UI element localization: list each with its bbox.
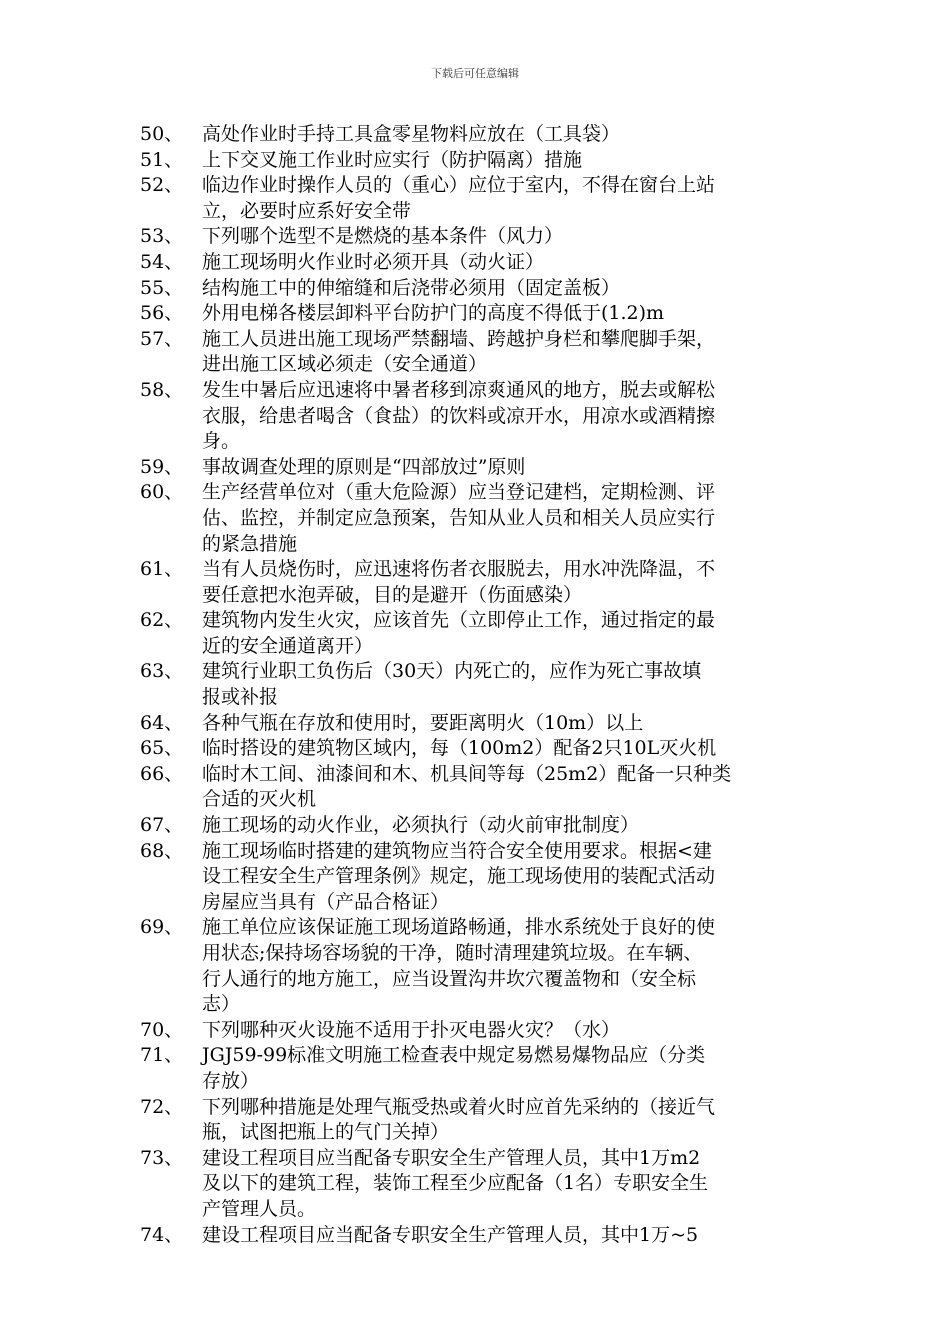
item-text-line: 的紧急措施 [202,532,298,555]
item-text-line: 事故调查处理的原则是“四部放过”原则 [202,455,526,478]
item-number: 71、 [140,1044,184,1067]
list-item [140,557,812,608]
list-item [140,1146,812,1223]
item-text-line: 建筑物内发生火灾，应该首先（立即停止工作，通过指定的最 [202,609,716,632]
list-item [140,301,812,327]
item-text-line: 及以下的建筑工程，装饰工程至少应配备（1名）专职安全生 [202,1172,709,1195]
item-text [202,327,812,378]
item-text-line: 外用电梯各楼层卸料平台防护门的高度不得低于(1.2)m [202,302,665,325]
item-number: 72、 [140,1095,184,1118]
item-number: 61、 [140,558,184,581]
item-text-line: 生产经营单位对（重大危险源）应当登记建档，定期检测、评 [202,481,716,504]
list-item [140,1223,812,1249]
item-text [202,122,812,148]
list-item [140,250,812,276]
item-text [202,659,812,710]
list-item [140,173,812,224]
item-text-line: 各种气瓶在存放和使用时，要距离明火（10m）以上 [202,711,644,734]
item-text-line: 建设工程项目应当配备专职安全生产管理人员，其中1万m2 [202,1146,701,1169]
item-text [202,173,812,224]
item-number: 57、 [140,327,184,350]
list-item [140,378,812,455]
list-item [140,813,812,839]
item-text [202,736,812,762]
item-text-line: 施工现场明火作业时必须开具（动火证） [202,250,545,273]
item-text [202,1146,812,1223]
item-text-line: 建筑行业职工负伤后（30天）内死亡的，应作为死亡事故填 [202,660,702,683]
item-text-line: 立，必要时应系好安全带 [202,199,412,222]
item-text [202,762,812,813]
item-number: 66、 [140,762,184,785]
item-text-line: 施工现场的动火作业，必须执行（动火前审批制度） [202,814,640,837]
item-number: 68、 [140,839,184,862]
item-text [202,915,812,1017]
item-text [202,480,812,557]
item-text-line: 临边作业时操作人员的（重心）应位于室内，不得在窗台上站 [202,174,716,197]
item-text-line: 瓶，试图把瓶上的气门关掉） [202,1121,450,1144]
list-item [140,915,812,1017]
item-text [202,557,812,608]
item-text-line: 近的安全通道离开） [202,634,374,657]
item-number: 52、 [140,174,184,197]
item-text-line: 要任意把水泡弄破，目的是避开（伤面感染） [202,583,583,606]
item-text-line: 用状态;保持场容场貌的干净，随时清理建筑垃圾。在车辆、 [202,942,703,964]
item-number: 70、 [140,1018,184,1041]
item-text [202,148,812,174]
list-item [140,608,812,659]
item-number: 60、 [140,481,184,504]
item-text [202,378,812,455]
item-text-line: 房屋应当具有（产品合格证） [202,890,450,913]
list-item [140,839,812,916]
list-item [140,276,812,302]
item-text-line: 当有人员烧伤时，应迅速将伤者衣服脱去，用水冲洗降温，不 [202,558,716,581]
item-text-line: 衣服，给患者喝含（食盐）的饮料或凉开水，用凉水或酒精擦 [202,404,716,427]
item-text-line: 施工人员进出施工现场严禁翻墙、跨越护身栏和攀爬脚手架， [202,327,716,350]
item-text-line: 进出施工区域必须走（安全通道） [202,353,488,376]
item-number: 58、 [140,378,184,401]
item-text-line: 估、监控，并制定应急预案，告知从业人员和相关人员应实行 [202,506,716,529]
item-text [202,839,812,916]
item-text-line: 存放） [202,1069,260,1092]
item-text-line: 设工程安全生产管理条例》规定，施工现场使用的装配式活动 [202,865,716,888]
item-text-line: 下列哪个选型不是燃烧的基本条件（风力） [202,225,564,248]
item-number: 50、 [140,123,184,145]
question-list [140,122,812,1248]
item-text-line: 结构施工中的伸缩缝和后浇带必须用（固定盖板） [202,276,621,299]
item-text-line: 发生中暑后应迅速将中暑者移到凉爽通风的地方，脱去或解松 [202,378,716,401]
list-item [140,1095,812,1146]
item-text-line: 建设工程项目应当配备专职安全生产管理人员，其中1万~5 [202,1223,699,1246]
item-number: 74、 [140,1223,184,1246]
list-item [140,1043,812,1094]
item-text-line: 下列哪种措施是处理气瓶受热或着火时应首先采纳的（接近气 [202,1095,716,1118]
item-text-line: 下列哪种灭火设施不适用于扑灭电器火灾？（水） [202,1018,621,1041]
item-text [202,455,812,481]
list-item [140,224,812,250]
item-text [202,276,812,302]
item-text-line: 行人通行的地方施工，应当设置沟井坎穴覆盖物和（安全标 [202,967,697,990]
item-text-line: JGJ59-99标准文明施工检查表中规定易燃易爆物品应（分类 [202,1044,706,1067]
item-text-line: 身。 [202,430,241,453]
item-number: 56、 [140,302,184,325]
item-text [202,711,812,737]
page-header: 下载后可任意编辑 [431,67,519,80]
list-item [140,659,812,710]
item-text-line: 产管理人员。 [202,1197,317,1220]
item-number: 65、 [140,737,184,760]
item-text-line: 临时搭设的建筑物区域内，每（100m2）配备2只10L灭火机 [202,737,717,760]
item-text [202,1018,812,1044]
item-number: 53、 [140,225,184,248]
list-item [140,711,812,737]
item-number: 55、 [140,276,184,299]
item-number: 73、 [140,1146,184,1169]
item-text [202,1043,812,1094]
list-item [140,148,812,174]
item-number: 64、 [140,711,184,734]
item-text-line: 上下交叉施工作业时应实行（防护隔离）措施 [202,148,583,171]
list-item [140,327,812,378]
item-text-line: 高处作业时手持工具盒零星物料应放在（工具袋） [202,123,621,145]
item-text-line: 志） [202,993,241,1016]
list-item [140,480,812,557]
item-text-line: 施工现场临时搭建的建筑物应当符合安全使用要求。根据<建 [202,839,712,862]
list-item [140,762,812,813]
item-text-line: 临时木工间、油漆间和木、机具间等每（25m2）配备一只种类 [202,762,732,785]
item-text [202,1095,812,1146]
item-number: 62、 [140,609,184,632]
item-text [202,301,812,327]
item-text [202,813,812,839]
item-number: 67、 [140,814,184,837]
item-number: 69、 [140,916,184,939]
item-text [202,250,812,276]
list-item [140,122,812,148]
list-item [140,1018,812,1044]
list-item [140,455,812,481]
item-text-line: 报或补报 [202,686,279,709]
item-number: 54、 [140,250,184,273]
item-number: 59、 [140,455,184,478]
item-text [202,1223,812,1249]
item-text [202,224,812,250]
item-number: 63、 [140,660,184,683]
item-text-line: 合适的灭火机 [202,788,317,811]
list-item [140,736,812,762]
item-number: 51、 [140,148,184,171]
item-text [202,608,812,659]
item-text-line: 施工单位应该保证施工现场道路畅通，排水系统处于良好的使 [202,916,716,939]
